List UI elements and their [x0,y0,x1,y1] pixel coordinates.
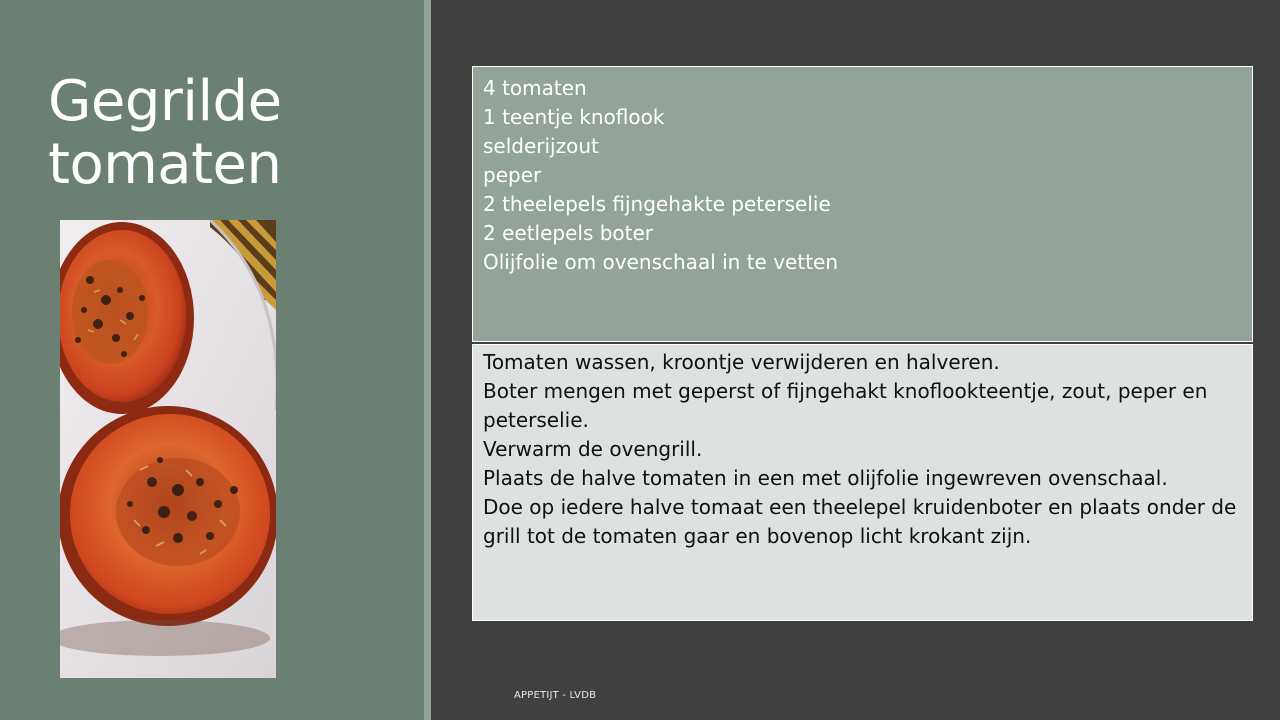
ingredients-box [472,66,1253,342]
preparation-step: Verwarm de ovengrill. [483,437,703,461]
title-line-1: Gegrilde [48,69,282,134]
slide-footer: APPETIJT - LVDB [514,690,597,701]
panel-divider [424,0,431,720]
ingredient-item: 2 eetlepels boter [483,221,654,245]
slide-title [48,70,408,196]
ingredient-item: 4 tomaten [483,76,587,100]
ingredient-item: peper [483,163,542,187]
ingredient-item: 2 theelepels fijngehakte peterselie [483,192,831,216]
ingredient-item: selderijzout [483,134,599,158]
preparation-step: Boter mengen met geperst of fijngehakt knoflookteentje, zout, peper en peterselie. [483,379,1208,432]
title-line-2: tomaten [48,132,282,197]
ingredient-item: 1 teentje knoflook [483,105,665,129]
ingredient-item: Olijfolie om ovenschaal in te vetten [483,250,839,274]
preparation-steps-box [472,344,1253,621]
preparation-step: Doe op iedere halve tomaat een theelepel kruidenboter en plaats onder de grill tot de tomaten gaar en bovenop licht krokant zijn. [483,495,1237,548]
preparation-step: Tomaten wassen, kroontje verwijderen en halveren. [483,350,1000,374]
grilled-tomatoes-photo [60,220,276,678]
preparation-step: Plaats de halve tomaten in een met olijfolie ingewreven ovenschaal. [483,466,1168,490]
